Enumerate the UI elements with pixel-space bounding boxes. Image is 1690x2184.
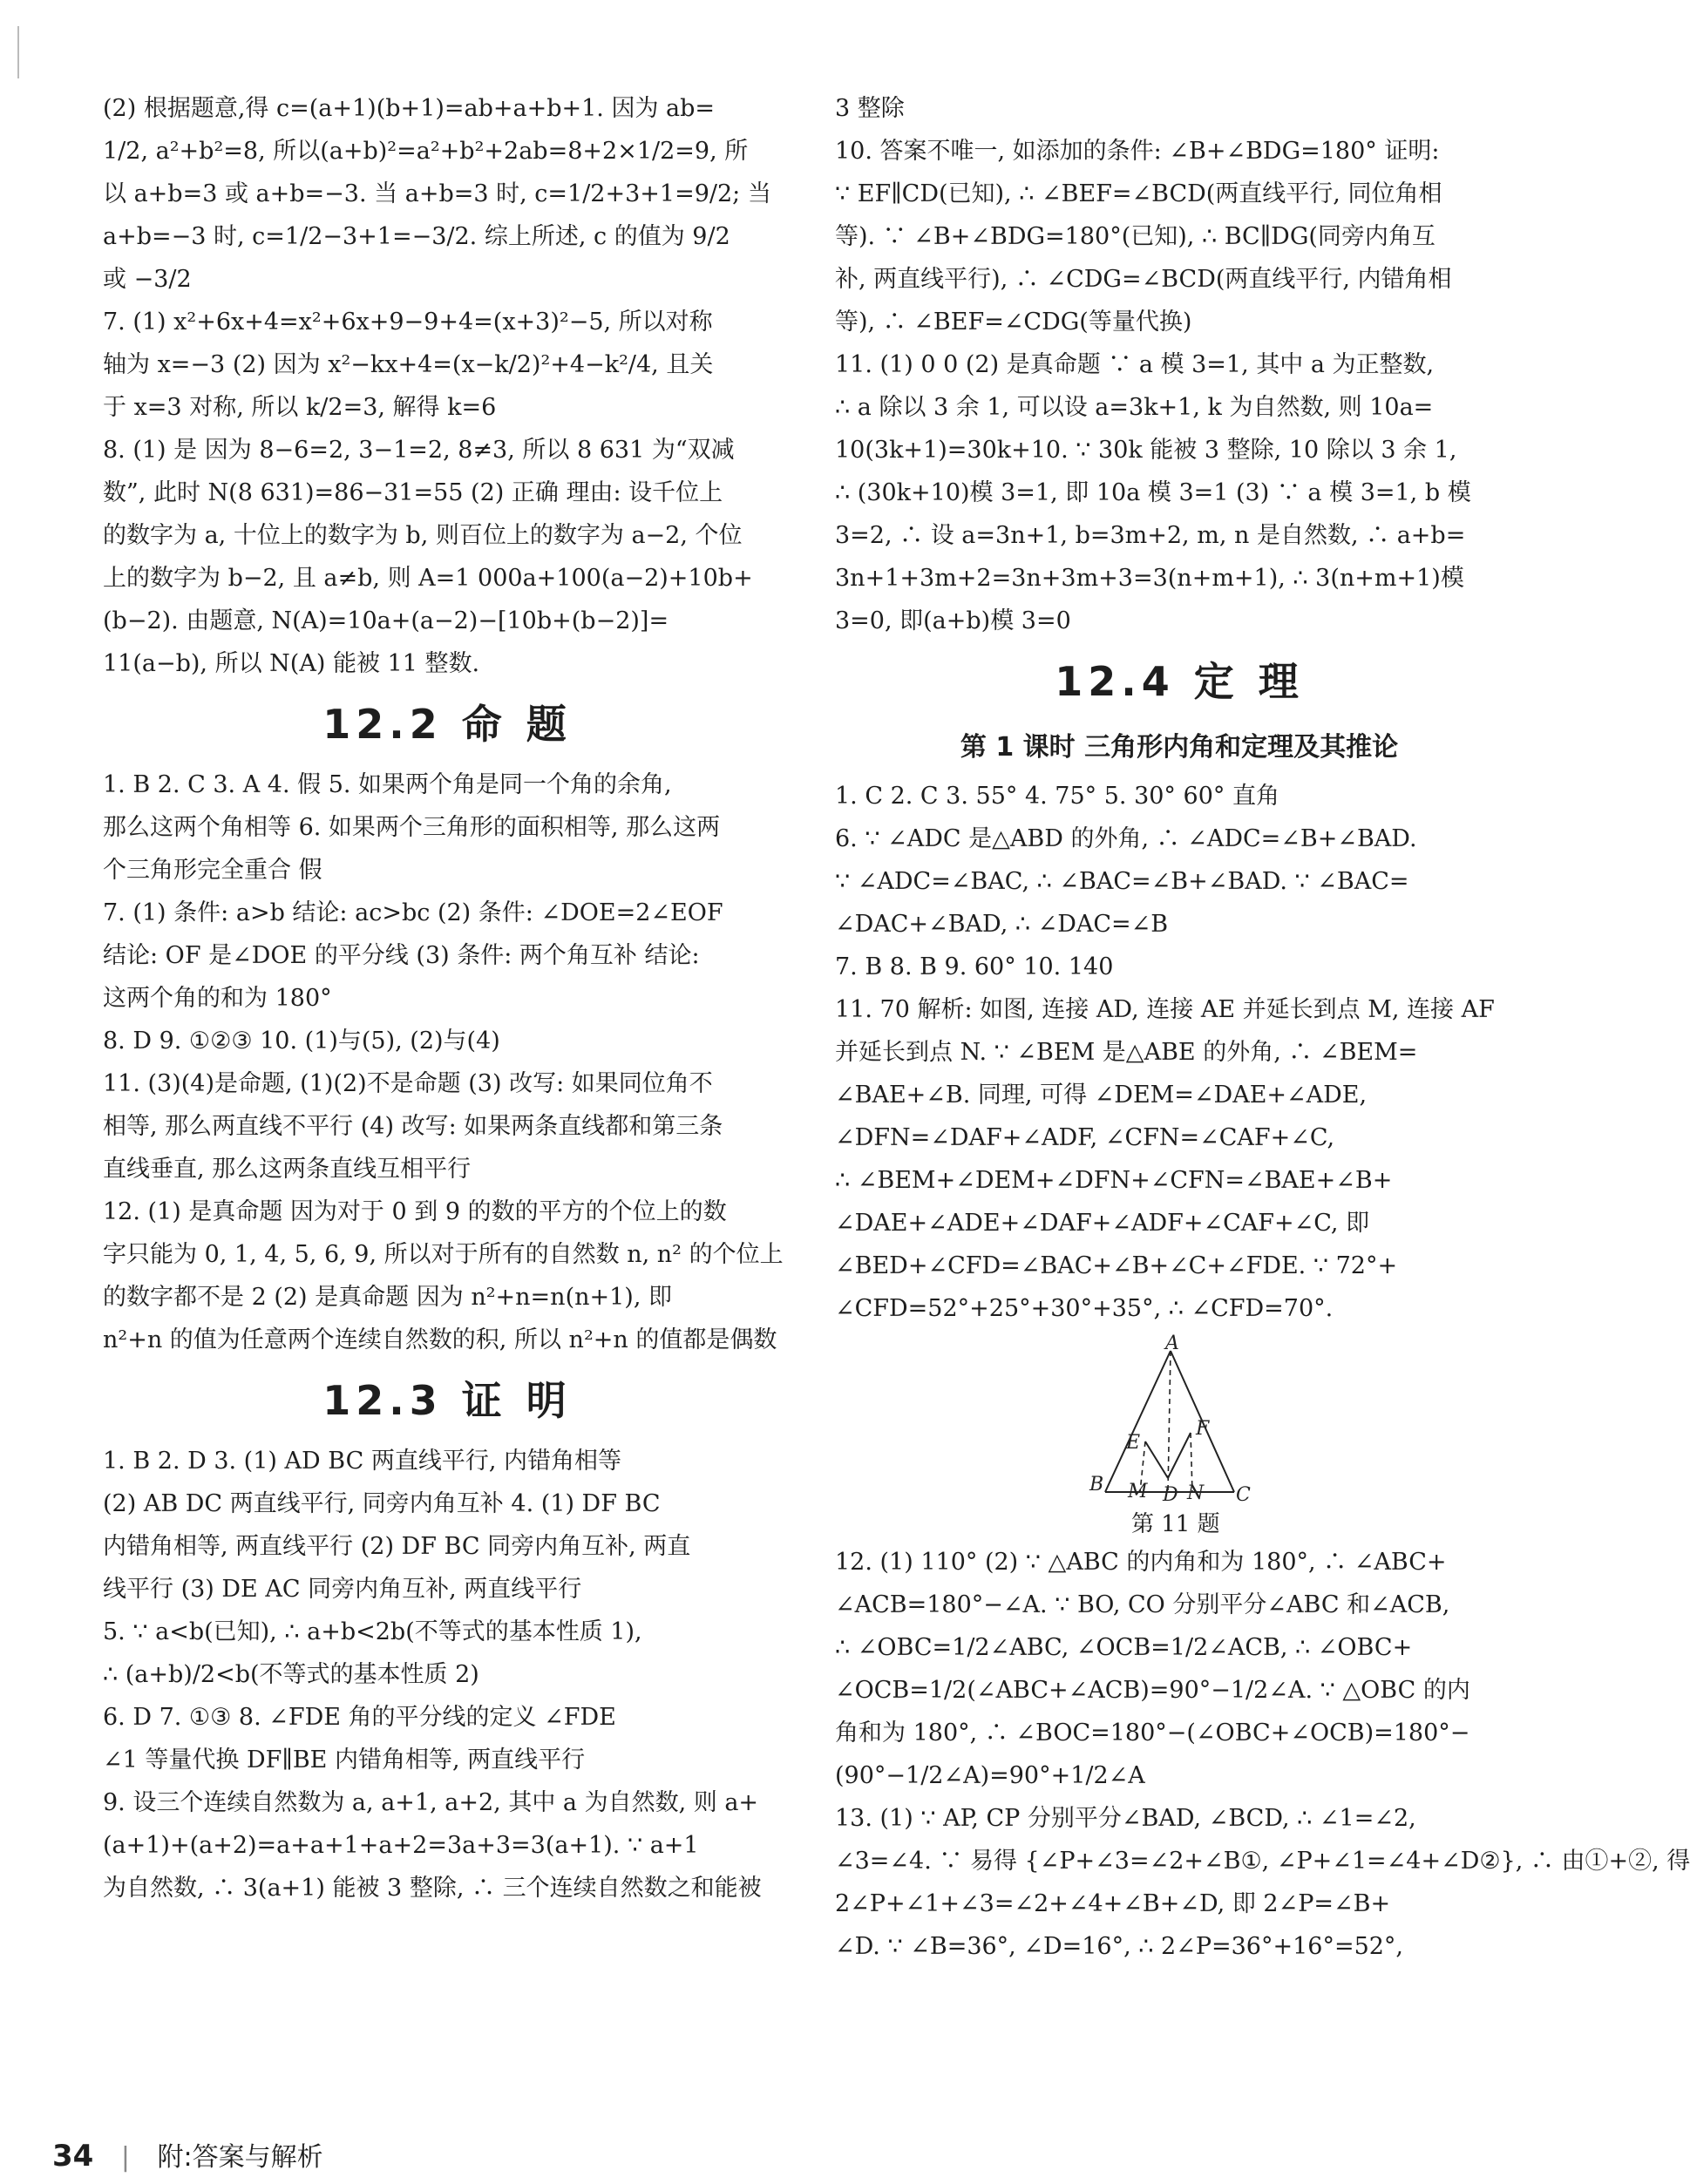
text-line: 3 整除 (835, 95, 905, 122)
text-line: 2∠P+∠1+∠3=∠2+∠4+∠B+∠D, 即 2∠P=∠B+ (835, 1890, 1391, 1917)
text-line: 于 x=3 对称, 所以 k/2=3, 解得 k=6 (103, 394, 497, 421)
text-line: ∴ ∠OBC=1/2∠ABC, ∠OCB=1/2∠ACB, ∴ ∠OBC+ (835, 1634, 1413, 1661)
text-line: 10(3k+1)=30k+10. ∵ 30k 能被 3 整除, 10 除以 3 余 1, (835, 437, 1457, 464)
text-line: 的数字为 a, 十位上的数字为 b, 则百位上的数字为 a−2, 个位 (103, 522, 743, 549)
text-line: 7. (1) 条件: a>b 结论: ac>bc (2) 条件: ∠DOE=2∠EOF (103, 899, 723, 926)
text-line: (2) 根据题意,得 c=(a+1)(b+1)=ab+a+b+1. 因为 ab= (103, 95, 716, 122)
text-line: 8. D 9. ①②③ 10. (1)与(5), (2)与(4) (103, 1028, 500, 1055)
label-d: D (1163, 1484, 1178, 1506)
text-line: 直线垂直, 那么这两条直线互相平行 (103, 1156, 472, 1183)
triangle-figure (835, 1333, 1524, 1537)
label-b: B (1089, 1474, 1104, 1496)
left-column (103, 87, 791, 1909)
section-heading-12-2: 12.2 命 题 (322, 701, 572, 748)
text-line: 12. (1) 是真命题 因为对于 0 到 9 的数的平方的个位上的数 (103, 1198, 727, 1225)
text-line: (90°−1/2∠A)=90°+1/2∠A (835, 1762, 1145, 1789)
text-line: 角和为 180°, ∴ ∠BOC=180°−(∠OBC+∠OCB)=180°− (835, 1719, 1470, 1747)
text-line: 11(a−b), 所以 N(A) 能被 11 整数. (103, 650, 480, 677)
left-block-c (103, 1440, 791, 1909)
text-line: 内错角相等, 两直线平行 (2) DF BC 同旁内角互补, 两直 (103, 1533, 691, 1560)
left-block-b (103, 763, 791, 1361)
text-line: ∠BED+∠CFD=∠BAC+∠B+∠C+∠FDE. ∵ 72°+ (835, 1252, 1398, 1279)
right-block-a (835, 87, 1524, 642)
text-line: 12. (1) 110° (2) ∵ △ABC 的内角和为 180°, ∴ ∠ABC+ (835, 1549, 1447, 1576)
text-line: ∴ (a+b)/2<b(不等式的基本性质 2) (103, 1661, 479, 1688)
section-heading-12-4: 12.4 定 理 (1055, 658, 1304, 705)
text-line: 7. (1) x²+6x+4=x²+6x+9−9+4=(x+3)²−5, 所以对称 (103, 309, 713, 336)
text-line: ∵ ∠ADC=∠BAC, ∴ ∠BAC=∠B+∠BAD. ∵ ∠BAC= (835, 868, 1409, 895)
text-line: 上的数字为 b−2, 且 a≠b, 则 A=1 000a+100(a−2)+10b+ (103, 565, 753, 592)
text-line: 3=0, 即(a+b)模 3=0 (835, 607, 1071, 634)
text-line: ∵ EF∥CD(已知), ∴ ∠BEF=∠BCD(两直线平行, 同位角相 (835, 180, 1442, 207)
section-heading-12-3: 12.3 证 明 (322, 1377, 572, 1424)
lesson-heading: 第 1 课时 三角形内角和定理及其推论 (960, 732, 1399, 763)
text-line: 1. B 2. D 3. (1) AD BC 两直线平行, 内错角相等 (103, 1448, 621, 1475)
label-e: E (1126, 1432, 1141, 1454)
text-line: 线平行 (3) DE AC 同旁内角互补, 两直线平行 (103, 1576, 582, 1603)
text-line: ∠ACB=180°−∠A. ∵ BO, CO 分别平分∠ABC 和∠ACB, (835, 1591, 1450, 1618)
text-line: 9. 设三个连续自然数为 a, a+1, a+2, 其中 a 为自然数, 则 a+ (103, 1789, 759, 1816)
text-line: 3=2, ∴ 设 a=3n+1, b=3m+2, m, n 是自然数, ∴ a+b= (835, 522, 1466, 549)
text-line: 3n+1+3m+2=3n+3m+3=3(n+m+1), ∴ 3(n+m+1)模 (835, 565, 1464, 592)
text-line: 补, 两直线平行), ∴ ∠CDG=∠BCD(两直线平行, 内错角相 (835, 266, 1452, 293)
text-line: ∠DAE+∠ADE+∠DAF+∠ADF+∠CAF+∠C, 即 (835, 1210, 1370, 1237)
text-line: 字只能为 0, 1, 4, 5, 6, 9, 所以对于所有的自然数 n, n² 的个位上 (103, 1241, 784, 1268)
label-a: A (1165, 1333, 1179, 1354)
text-line: 轴为 x=−3 (2) 因为 x²−kx+4=(x−k/2)²+4−k²/4, 且关 (103, 351, 714, 378)
text-line: 1/2, a²+b²=8, 所以(a+b)²=a²+b²+2ab=8+2×1/2=9, 所 (103, 138, 749, 165)
text-line: ∠CFD=52°+25°+30°+35°, ∴ ∠CFD=70°. (835, 1295, 1334, 1322)
text-line: ∴ ∠BEM+∠DEM+∠DFN+∠CFN=∠BAE+∠B+ (835, 1167, 1393, 1194)
text-line: 相等, 那么两直线不平行 (4) 改写: 如果两条直线都和第三条 (103, 1113, 723, 1140)
text-line: 那么这两个角相等 6. 如果两个三角形的面积相等, 那么这两 (103, 814, 721, 841)
text-line: ∠D. ∵ ∠B=36°, ∠D=16°, ∴ 2∠P=36°+16°=52°, (835, 1933, 1404, 1960)
text-line: ∴ (30k+10)模 3=1, 即 10a 模 3=1 (3) ∵ a 模 3=1, b 模 (835, 479, 1471, 506)
text-line: 6. ∵ ∠ADC 是△ABD 的外角, ∴ ∠ADC=∠B+∠BAD. (835, 825, 1417, 852)
text-line: 结论: OF 是∠DOE 的平分线 (3) 条件: 两个角互补 结论: (103, 942, 700, 969)
text-line: ∠DAC+∠BAD, ∴ ∠DAC=∠B (835, 911, 1169, 938)
text-line: ∠BAE+∠B. 同理, 可得 ∠DEM=∠DAE+∠ADE, (835, 1082, 1368, 1109)
text-line: a+b=−3 时, c=1/2−3+1=−3/2. 综上所述, c 的值为 9/2 (103, 223, 730, 250)
text-line: ∠DFN=∠DAF+∠ADF, ∠CFN=∠CAF+∠C, (835, 1124, 1335, 1151)
label-m: M (1128, 1481, 1148, 1502)
text-line: 以 a+b=3 或 a+b=−3. 当 a+b=3 时, c=1/2+3+1=9/2; 当 (103, 180, 771, 207)
label-c: C (1236, 1484, 1251, 1506)
text-line: 并延长到点 N. ∵ ∠BEM 是△ABE 的外角, ∴ ∠BEM= (835, 1039, 1418, 1066)
text-line: ∴ a 除以 3 余 1, 可以设 a=3k+1, k 为自然数, 则 10a= (835, 394, 1434, 421)
text-line: 等), ∴ ∠BEF=∠CDG(等量代换) (835, 309, 1192, 336)
label-n: N (1187, 1482, 1205, 1504)
text-line: ∠OCB=1/2(∠ABC+∠ACB)=90°−1/2∠A. ∵ △OBC 的内 (835, 1677, 1470, 1704)
text-line: 11. (1) 0 0 (2) 是真命题 ∵ a 模 3=1, 其中 a 为正整数, (835, 351, 1435, 378)
text-line: 数”, 此时 N(8 631)=86−31=55 (2) 正确 理由: 设千位上 (103, 479, 723, 506)
dashed-ad (1168, 1351, 1171, 1492)
text-line: 10. 答案不唯一, 如添加的条件: ∠B+∠BDG=180° 证明: (835, 138, 1440, 165)
text-line: (2) AB DC 两直线平行, 同旁内角互补 4. (1) DF BC (103, 1490, 661, 1517)
text-line: 1. B 2. C 3. A 4. 假 5. 如果两个角是同一个角的余角, (103, 771, 672, 798)
text-line: (a+1)+(a+2)=a+a+1+a+2=3a+3=3(a+1). ∵ a+1 (103, 1832, 699, 1859)
text-line: 的数字都不是 2 (2) 是真命题 因为 n²+n=n(n+1), 即 (103, 1284, 672, 1311)
text-line: 等). ∵ ∠B+∠BDG=180°(已知), ∴ BC∥DG(同旁内角互 (835, 223, 1435, 250)
text-line: 个三角形完全重合 假 (103, 857, 322, 884)
text-line: 7. B 8. B 9. 60° 10. 140 (835, 953, 1114, 980)
text-line: 8. (1) 是 因为 8−6=2, 3−1=2, 8≠3, 所以 8 631 为“双减 (103, 437, 735, 464)
text-line: n²+n 的值为任意两个连续自然数的积, 所以 n²+n 的值都是偶数 (103, 1326, 777, 1353)
segment-fd (1168, 1433, 1191, 1478)
footer-divider: | (120, 2142, 130, 2173)
right-block-b (835, 775, 1524, 1330)
page-number: 34 (52, 2139, 94, 2174)
page-footer (52, 2135, 323, 2174)
text-line: 6. D 7. ①③ 8. ∠FDE 角的平分线的定义 ∠FDE (103, 1704, 616, 1731)
left-block-a (103, 87, 791, 685)
right-block-c (835, 1541, 1690, 1968)
margin-rule (17, 26, 19, 78)
text-line: 11. (3)(4)是命题, (1)(2)不是命题 (3) 改写: 如果同位角不 (103, 1070, 713, 1097)
text-line: (b−2). 由题意, N(A)=10a+(a−2)−[10b+(b−2)]= (103, 607, 669, 634)
right-column (835, 87, 1690, 1968)
edge-ab (1105, 1351, 1171, 1492)
label-f: F (1196, 1418, 1210, 1440)
footer-title: 附:答案与解析 (157, 2142, 323, 2173)
text-line: 1. C 2. C 3. 55° 4. 75° 5. 30° 60° 直角 (835, 783, 1279, 810)
text-line: 这两个角的和为 180° (103, 985, 332, 1012)
text-line: 5. ∵ a<b(已知), ∴ a+b<2b(不等式的基本性质 1), (103, 1618, 642, 1645)
text-line: 11. 70 解析: 如图, 连接 AD, 连接 AE 并延长到点 M, 连接 AF (835, 996, 1495, 1023)
segment-ed (1145, 1441, 1168, 1478)
text-line: 13. (1) ∵ AP, CP 分别平分∠BAD, ∠BCD, ∴ ∠1=∠2, (835, 1805, 1416, 1832)
triangle-diagram (1088, 1333, 1262, 1506)
text-line: ∠3=∠4. ∵ 易得 {∠P+∠3=∠2+∠B①, ∠P+∠1=∠4+∠D②}, ∴ 由①+②, 得 (835, 1848, 1690, 1875)
text-line: ∠1 等量代换 DF∥BE 内错角相等, 两直线平行 (103, 1747, 586, 1774)
figure-caption: 第 11 题 (1131, 1511, 1220, 1537)
text-line: 或 −3/2 (103, 266, 192, 293)
text-line: 为自然数, ∴ 3(a+1) 能被 3 整除, ∴ 三个连续自然数之和能被 (103, 1875, 762, 1902)
